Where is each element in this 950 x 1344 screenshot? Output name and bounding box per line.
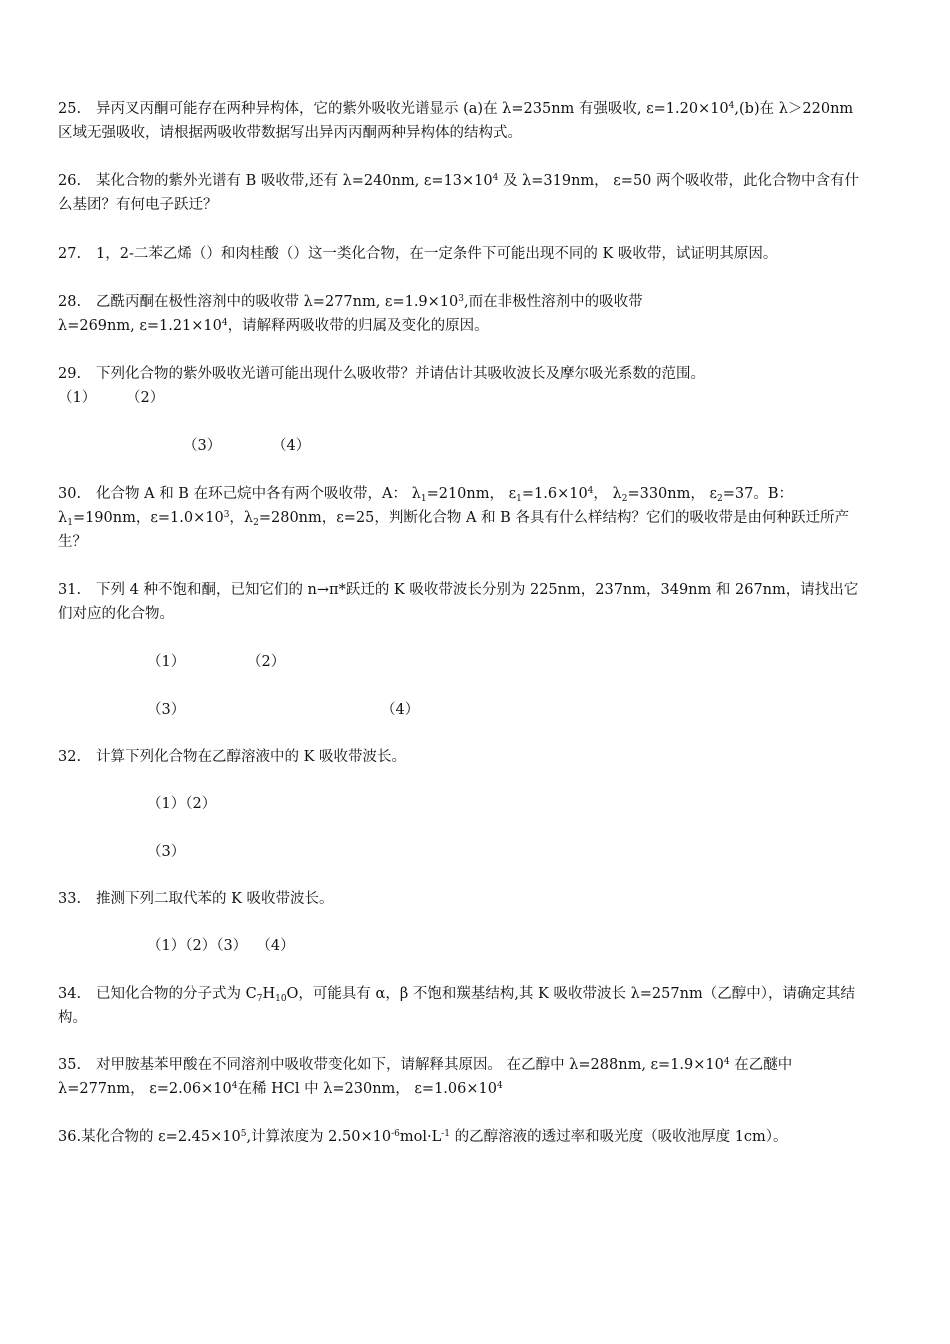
question-number: 31.	[58, 582, 82, 598]
superscript: 4	[496, 1081, 503, 1091]
subscript: 1	[516, 494, 522, 504]
question-text: ，λ	[229, 510, 254, 526]
question-number: 34.	[58, 986, 82, 1002]
question-30	[58, 482, 864, 554]
subscript: 7	[256, 994, 263, 1004]
question-number: 36.	[58, 1129, 82, 1145]
question-28	[58, 290, 864, 338]
question-29	[58, 362, 864, 386]
question-33	[58, 887, 864, 911]
question-text: 某化合物的紫外光谱有 B 吸收带,还有 λ=240nm, ε=13×10	[96, 173, 493, 189]
question-36	[58, 1125, 864, 1149]
option-label: （2）	[126, 390, 165, 406]
option-label: （3）	[147, 844, 186, 860]
question-27	[58, 242, 864, 266]
question-text: O，可能具有 α，β 不饱和羰基结构,其 K 吸收带波长 λ=257nm（乙醇中），请确定其结构。	[58, 986, 855, 1026]
question-text: =210nm， ε	[426, 486, 517, 502]
question-text: 对甲胺基苯甲酸在不同溶剂中吸收带变化如下，请解释其原因。 在乙醇中 λ=288nm, ε=1.9×10	[96, 1057, 724, 1073]
question-text: 化合物 A 和 B 在环己烷中各有两个吸收带，A： λ	[96, 486, 421, 502]
question-number: 27.	[58, 246, 82, 262]
question-text: =1.6×10	[521, 486, 588, 502]
subscript: 1	[420, 494, 427, 504]
option-label: （1）（2）	[147, 796, 217, 812]
question-number: 33.	[58, 891, 82, 907]
option-label: （1）（2）（3） （4）	[147, 938, 295, 954]
question-text: 下列化合物的紫外吸收光谱可能出现什么吸收带？并请估计其吸收波长及摩尔吸光系数的范围。	[96, 366, 705, 382]
question-26	[58, 169, 864, 217]
question-text: 某化合物的 ε=2.45×10	[81, 1129, 241, 1145]
question-34	[58, 982, 864, 1030]
question-number: 26.	[58, 173, 82, 189]
subscript: 2	[717, 494, 723, 504]
question-35	[58, 1053, 864, 1101]
question-text: λ=269nm, ε=1.21×10	[58, 318, 222, 334]
question-text: ,计算浓度为 2.50×10	[246, 1129, 392, 1145]
question-number: 32.	[58, 749, 82, 765]
question-text: =37。B：	[722, 486, 793, 502]
subscript: 10	[275, 994, 287, 1004]
question-text: ，请解释两吸收带的归属及变化的原因。	[227, 318, 489, 334]
question-text: 在稀 HCl 中 λ=230nm， ε=1.06×10	[237, 1081, 497, 1097]
question-text: 计算下列化合物在乙醇溶液中的 K 吸收带波长。	[96, 749, 407, 765]
question-text: ,(b)在 λ＞220nm 区域无强吸收，请根据两吸收带数据写出异丙丙酮两种异构体的结构式。	[58, 101, 854, 141]
option-label: （2）	[247, 654, 286, 670]
question-text: 异丙叉丙酮可能存在两种异构体，它的紫外吸收光谱显示 (a)在 λ=235nm 有强吸收, ε=1.20×10	[96, 101, 729, 117]
option-label: （1）	[58, 390, 97, 406]
option-label: （3）	[147, 702, 186, 718]
option-label: （4）	[381, 702, 420, 718]
question-text: 乙酰丙酮在极性溶剂中的吸收带 λ=277nm, ε=1.9×10	[96, 294, 459, 310]
superscript: 4	[723, 1057, 730, 1067]
superscript: 4	[728, 101, 735, 111]
question-text: ,而在非极性溶剂中的吸收带	[464, 294, 643, 310]
question-25	[58, 97, 864, 145]
subscript: 2	[253, 518, 259, 528]
superscript: 4	[221, 318, 228, 328]
question-text: 的乙醇溶液的透过率和吸光度（吸收池厚度 1cm）。	[449, 1129, 788, 1145]
question-text: ， λ	[593, 486, 622, 502]
question-32	[58, 745, 864, 769]
question-text: 推测下列二取代苯的 K 吸收带波长。	[96, 891, 334, 907]
question-text: =330nm， ε	[627, 486, 717, 502]
question-number: 30.	[58, 486, 82, 502]
question-text: 下列 4 种不饱和酮，已知它们的 n→π*跃迁的 K 吸收带波长分别为 225nm，237nm，349nm 和 267nm，请找出它们对应的化合物。	[58, 582, 859, 622]
question-text: λ	[58, 510, 68, 526]
question-text: mol·L	[399, 1129, 442, 1145]
question-text: 1，2-二苯乙烯（）和肉桂酸（）这一类化合物，在一定条件下可能出现不同的 K 吸收带，试证明其原因。	[96, 246, 778, 262]
question-text: =280nm，ε=25，判断化合物 A 和 B 各具有什么样结构？它们的吸收带是由何种跃迁所产生？	[58, 510, 849, 550]
superscript: 3	[458, 294, 464, 304]
superscript: 3	[223, 510, 230, 520]
question-text: 在乙醚中 λ=277nm， ε=2.06×10	[58, 1057, 793, 1097]
question-number: 35.	[58, 1057, 82, 1073]
question-number: 25.	[58, 101, 82, 117]
question-31	[58, 578, 864, 626]
superscript: 4	[587, 486, 594, 496]
option-label: （3）	[183, 438, 222, 454]
superscript: -6	[391, 1129, 400, 1139]
subscript: 2	[621, 494, 628, 504]
subscript: 1	[67, 518, 73, 528]
question-number: 28.	[58, 294, 82, 310]
question-text: 已知化合物的分子式为 C	[96, 986, 257, 1002]
superscript: -1	[441, 1129, 450, 1139]
question-text: H	[262, 986, 276, 1002]
option-label: （1）	[147, 654, 186, 670]
question-number: 29.	[58, 366, 82, 382]
superscript: 4	[492, 173, 499, 183]
question-text: 及 λ=319nm， ε=50 两个吸收带，此化合物中含有什么基团？有何电子跃迁？	[58, 173, 860, 213]
superscript: 4	[231, 1081, 238, 1091]
superscript: 5	[240, 1129, 247, 1139]
question-text: =190nm，ε=1.0×10	[72, 510, 224, 526]
option-label: （4）	[272, 438, 311, 454]
